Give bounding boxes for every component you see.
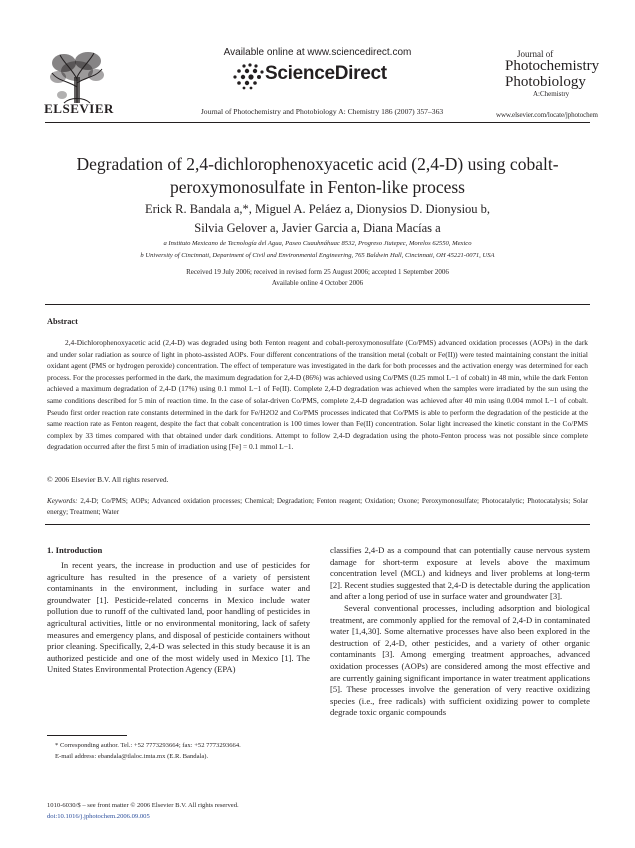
article-title: Degradation of 2,4-dichlorophenoxyacetic acid (2,4-D) using cobalt-peroxymonosulfate in Fenton-like process — [76, 154, 559, 197]
masthead-line: Journal of — [517, 49, 554, 59]
footnote — [47, 741, 317, 762]
title-divider — [45, 304, 590, 305]
doi-link[interactable]: doi:10.1016/j.jphotochem.2006.09.005 — [47, 812, 150, 820]
abstract-heading: Abstract — [47, 317, 78, 326]
journal-masthead — [505, 50, 605, 98]
affiliation-b: b University of Cincinnati, Department of Civil and Environmental Engineering, 765 Baldwin Hall, Cincinnati, OH 45221-0071, USA — [140, 252, 495, 259]
right-column — [330, 545, 590, 719]
corresponding-author-note: * Corresponding author. Tel.: +52 7773293664; fax: +52 7773293664. — [55, 742, 241, 749]
section-heading: 1. Introduction — [47, 545, 103, 555]
masthead-line: A:Chemistry — [533, 89, 570, 98]
received-dates: Received 19 July 2006; received in revised form 25 August 2006; accepted 1 September 2006 — [186, 268, 449, 276]
masthead-line: Photochemistry — [505, 58, 600, 75]
article-dates — [55, 267, 580, 289]
left-column — [47, 560, 310, 676]
body-paragraph: In recent years, the increase in production and use of pesticides for agriculture has resulted in the presence of a variety of persistent contaminants in the environment, including in surface water and groundwater [1]. Pesticide-related concerns in Mexico include water pollution due to runoff of the cultivated land, poor handling of pesticides in agricultural activities, little or no environmental monitoring, lack of safety measures and emergency plans, and disposal of pesticide containers without prior cleaning. Specifically, 2,4-D was selected in this study because it is an authorized pesticide and one of the most widely used in Mexico [1]. The United States Environmental Protection Agency (EPA) — [47, 560, 310, 675]
journal-citation: Journal of Photochemistry and Photobiology A: Chemistry 186 (2007) 357–363 — [200, 107, 444, 116]
keywords-list: 2,4-D; Co/PMS; AOPs; Advanced oxidation processes; Chemical; Degradation; Fenton reagent; Oxidation; Oxone; Peroxymonosulfate; Photocatalytic; Photocatalysis; Solar energy; Treatment; Water — [47, 497, 588, 516]
authors-line: Silvia Gelover a, Javier Garcia a, Diana Macías a — [194, 221, 441, 235]
header-divider — [45, 122, 590, 123]
email-note: E-mail address: ebandala@tlaloc.imta.mx (E.R. Bandala). — [55, 752, 209, 760]
available-online-text: Available online at www.sciencedirect.com — [223, 47, 412, 58]
abstract-copyright: © 2006 Elsevier B.V. All rights reserved. — [47, 475, 169, 484]
abstract-divider — [45, 524, 590, 525]
page-footer — [47, 801, 347, 822]
keywords-label: Keywords: — [47, 497, 78, 505]
masthead-line: Photobiology — [505, 74, 586, 91]
abstract-text: 2,4-Dichlorophenoxyacetic acid (2,4-D) was degraded using both Fenton reagent and cobalt-peroxymonosulfate (Co/PMS) advanced oxidation processes (AOPs) in the dark and under solar radiation as source of light in photo-assisted AOPs. Four different concentrations of the transition metal (cobalt or Fe(II)) were tested maintaining constant the initial oxidant agent (PMS or hydrogen peroxide) concentration. The effect of temperature was investigated in the dark for both processes and the activation energy was determined for each process. For the processes performed in the dark, the maximum degradation for 2,4-D (86%) was achieved using Co/PMS (0.25 mmol L−1 of cobalt) in 48 min, while the dark Fenton achieved a maximum degradation of 2,4-D (17%) using 0.1 mmol L−1 of Fe(II). Complete 2,4-D degradation was achieved when the samples were irradiated by the sun using the same conditions described for 5 min of reaction time. In the case of solar-driven Co/PMS, complete 2,4-D degradation was achieved after 40 min using 0.004 mmol L−1 of cobalt. Pseudo first order reaction rate constants determined in the dark for Fe/H2O2 and Co/PMS processes indicated that Co/PMS is able to perform the degradation of the pesticide at the same reaction rate as Fenton reagent, despite the fact that cobalt concentration is 100 times lower than Fe(II) concentration. Solar light increased the kinetic constant in the Co/PMS complex by 33 times compared with that obtained under dark conditions. Attempt to follow 2,4-D degradation using the photo-Fenton process was not possible since complete degradation occurred after the first 5 min of irradiation using [Fe] = 0.1 mmol L−1. — [47, 338, 588, 452]
publisher-wordmark: ELSEVIER — [44, 101, 114, 116]
author-list — [70, 200, 565, 238]
body-paragraph: Several conventional processes, including adsorption and biological treatment, are commonly applied for the removal of 2,4-D in contaminated water [1,4,30]. Some alternative processes have also been explored in the destruction of 2,4-D, other pesticides, and a variety of other organic contaminants [3]. Among emerging treatment approaches, advanced oxidation processes (AOPs) are considered among the most effective and are currently gaining significant importance in water treatment applications [5]. These processes involve the generation of very reactive oxidizing species (i.e., free radicals) with sufficient oxidizing power to complete degrade toxic organic compounds — [330, 602, 590, 718]
footnote-divider — [47, 735, 127, 736]
journal-url-link[interactable]: www.elsevier.com/locate/jphotochem — [496, 111, 598, 119]
issn-line: 1010-6030/$ – see front matter © 2006 Elsevier B.V. All rights reserved. — [47, 802, 239, 809]
body-paragraph: classifies 2,4-D as a compound that can potentially cause nervous system damage for short-term exposure at levels above the maximum concentration level (MCL) and kidneys and liver problems at long-term [2]. Recent studies suggested that 2,4-D is detectable during the application and after a long period of use in surface water and groundwater [3]. — [330, 545, 590, 602]
available-date: Available online 4 October 2006 — [271, 279, 364, 287]
keywords — [47, 496, 588, 518]
sciencedirect-wordmark: ScienceDirect — [265, 63, 387, 84]
affiliation-a: a Instituto Mexicano de Tecnología del Agua, Paseo Cuauhnáhuac 8532, Progreso Jiutepec, Morelos 62550, Mexico — [163, 240, 472, 247]
authors-line: Erick R. Bandala a,*, Miguel A. Peláez a, Dionysios D. Dionysiou b, — [144, 202, 491, 216]
affiliations — [55, 238, 580, 262]
